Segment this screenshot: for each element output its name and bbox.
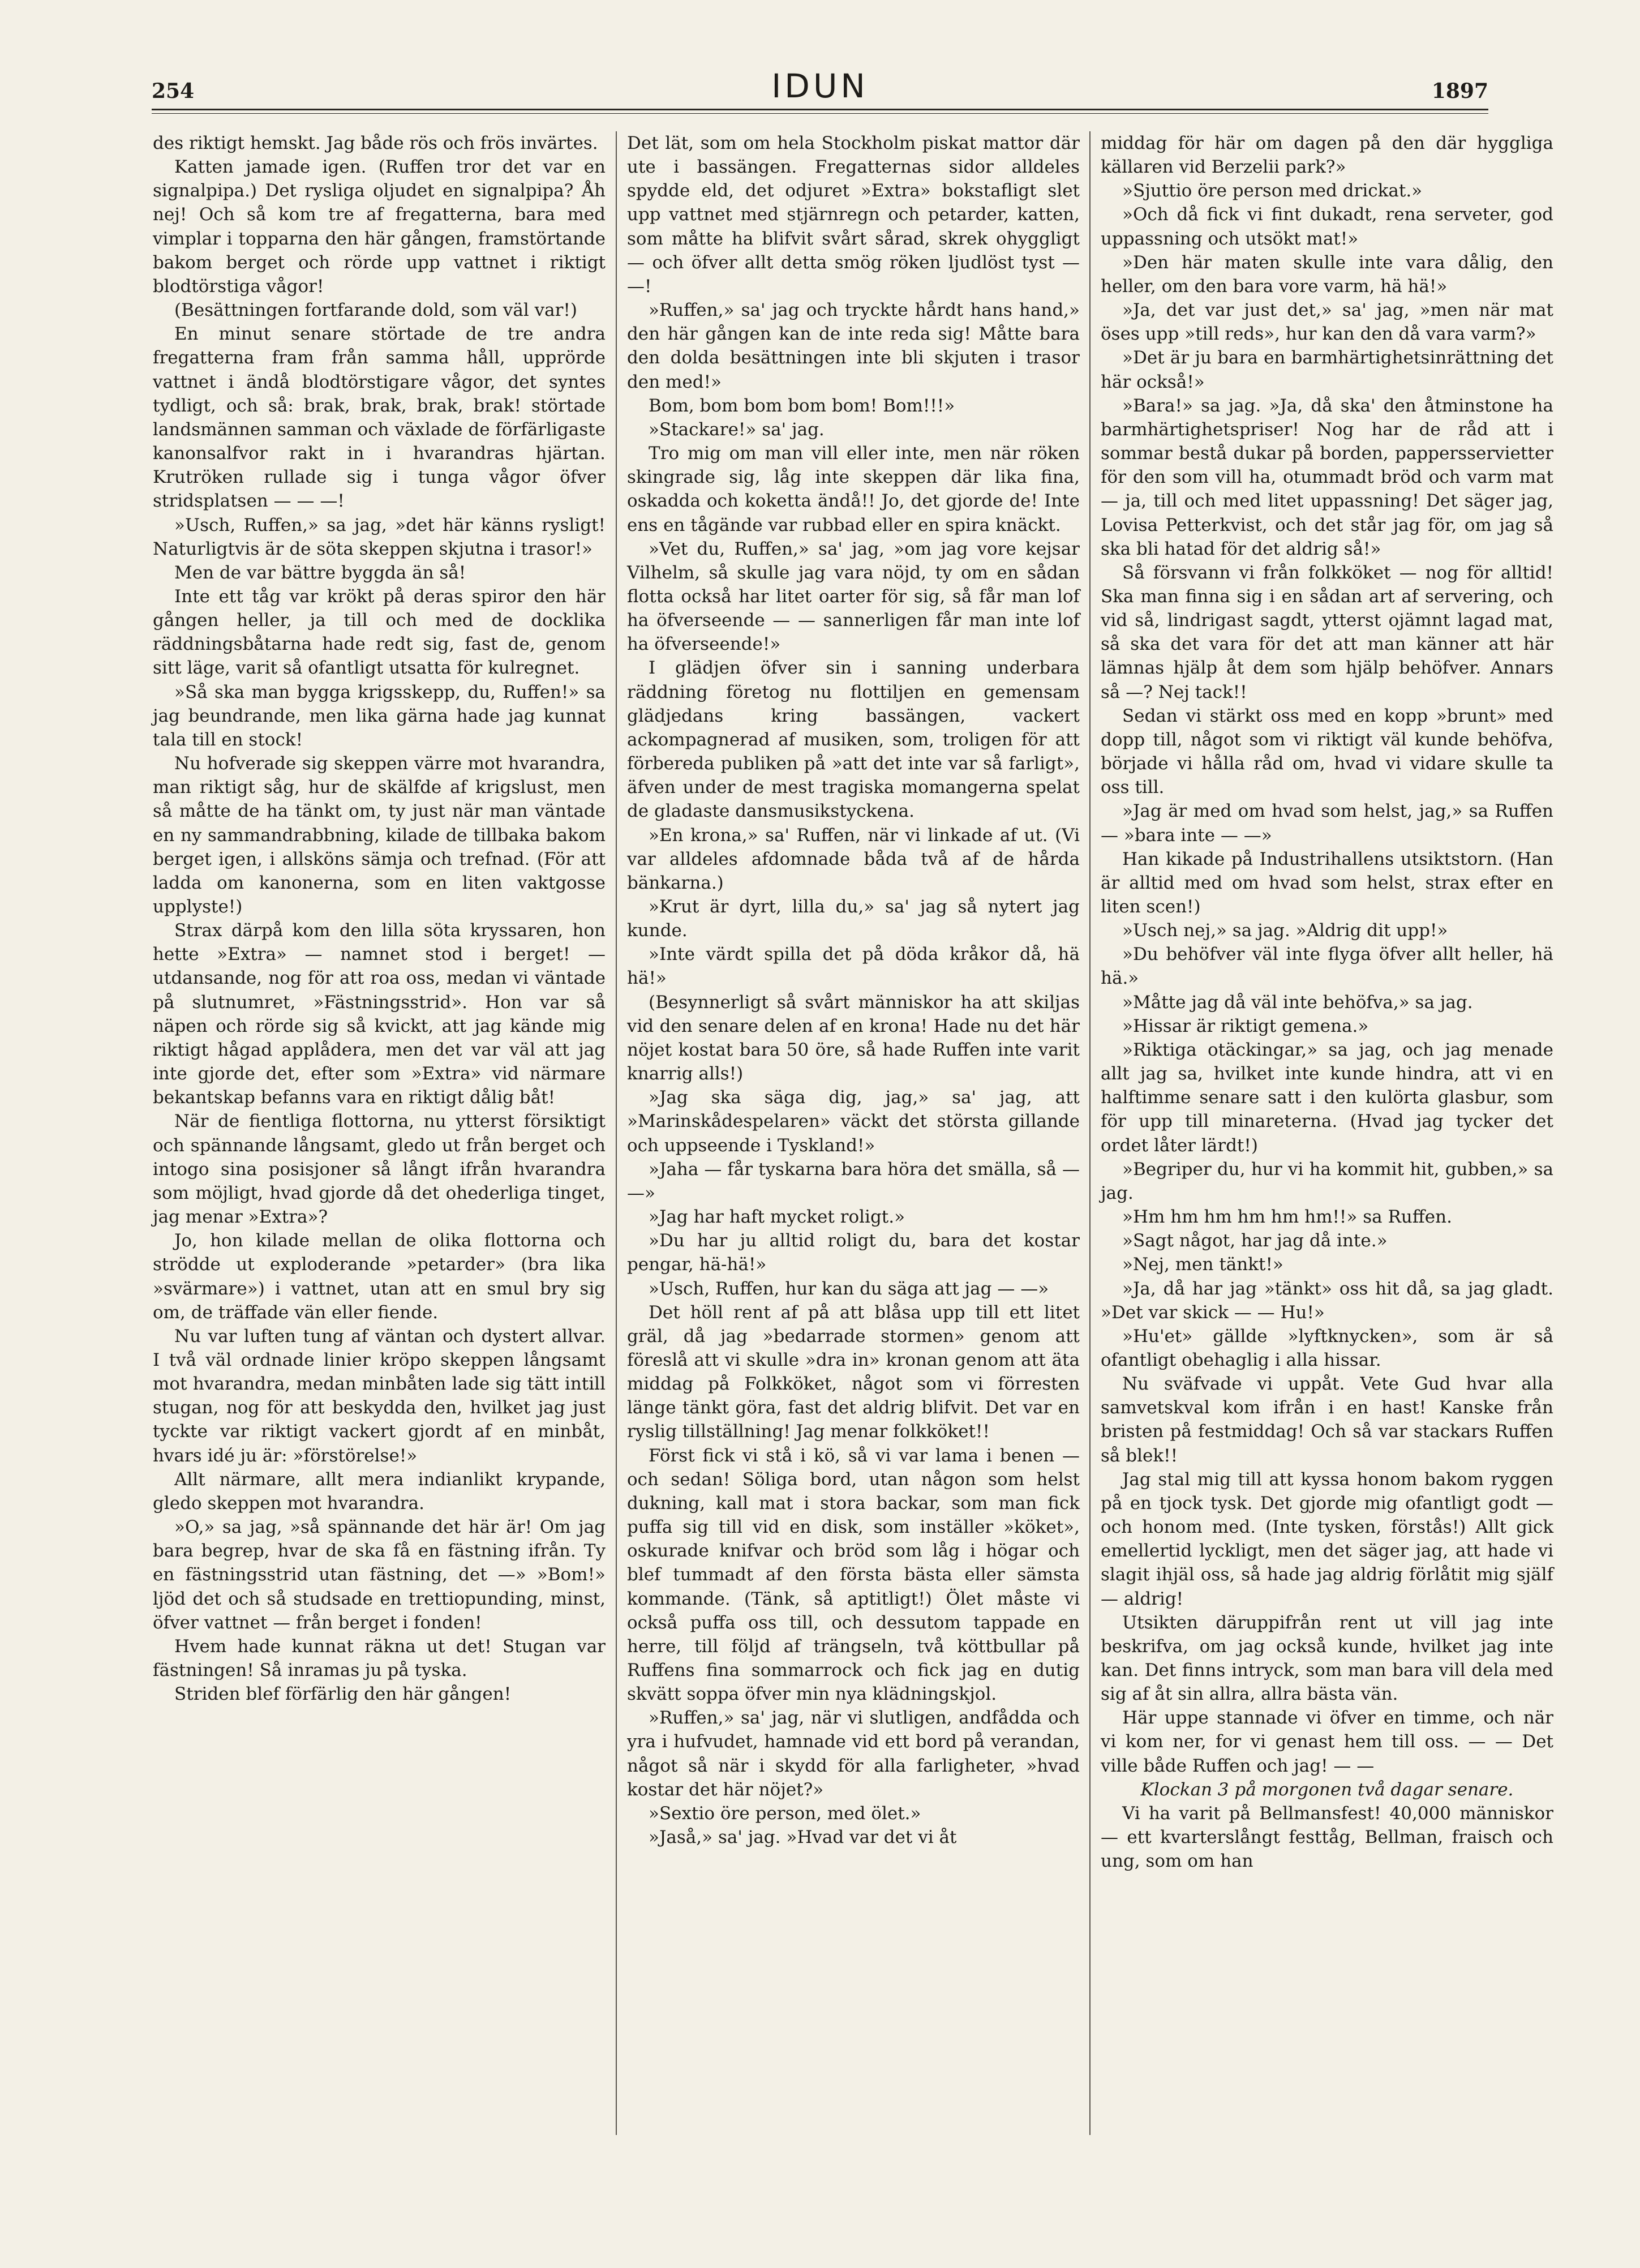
paragraph: »Sjuttio öre person med drickat.»: [1122, 181, 1423, 201]
paragraph: I glädjen öfver sin i sanning underbara räddning företog nu flottiljen en gemensam glädjedans kring bassängen, vackert ackompagnerad af musiken, som, troligen för att förbereda publiken på »att det inte var så farligt», äfven under de mest tragiska momangerna spelat de gladaste dansmusikstyckena.: [627, 658, 1080, 822]
paragraph: Jo, hon kilade mellan de olika flottorna och strödde ut exploderande »petarder» (bra lika »svärmare») i vattnet, utan att en smul bry sig om, de träffade vän eller fiende.: [153, 1231, 606, 1323]
paragraph: »Ja, då har jag »tänkt» oss hit då, sa jag gladt. »Det var skick — — Hu!»: [1101, 1278, 1553, 1323]
paragraph: »Ruffen,» sa' jag, när vi slutligen, andfådda och yra i hufvudet, hamnade vid ett bord på verandan, något så när i skydd för alla farligheter, »hvad kostar det här nöjet?»: [627, 1708, 1080, 1800]
paragraph: »En krona,» sa' Ruffen, när vi linkade af ut. (Vi var alldeles afdomnade båda två af de hårda bänkarna.): [627, 825, 1080, 893]
paragraph: »Krut är dyrt, lilla du,» sa' jag så nytert jag kunde.: [627, 897, 1080, 941]
paragraph: Utsikten däruppifrån rent ut vill jag inte beskrifva, om jag också kunde, hvilket jag inte kan. Det finns intryck, som man bara vill dela med sig af åt sin allra, allra bästa vän.: [1101, 1612, 1553, 1705]
paragraph: Så försvann vi från folkköket — nog för alltid! Ska man finna sig i en sådan art af servering, och vid så, lindrigast sagdt, ytterst ojämnt lagad mat, så ska det vara för det att man känner att här lämnas hjälp åt dem som hjälp behöfver. Annars så —? Nej tack!!: [1101, 562, 1553, 702]
paragraph: »Du har ju alltid roligt du, bara det kostar pengar, hä-hä!»: [627, 1231, 1080, 1275]
paragraph: »Den här maten skulle inte vara dålig, den heller, om den bara vore varm, hä hä!»: [1101, 252, 1553, 297]
paragraph: »Usch nej,» sa jag. »Aldrig dit upp!»: [1122, 920, 1448, 941]
paragraph: Här uppe stannade vi öfver en timme, och när vi kom ner, for vi genast hem till oss. — — Det ville både Ruffen och jag! — —: [1101, 1708, 1553, 1776]
paragraph: Nu sväfvade vi uppåt. Vete Gud hvar alla samvetskval kom ifrån i en hast! Kanske från bristen på festmiddag! Och så var stackars Ruffen så blek!!: [1101, 1374, 1553, 1466]
paragraph: »Ruffen,» sa' jag och tryckte hårdt hans hand,» den här gången kan de inte reda sig! Måtte bara den dolda besättningen inte bli skjuten i trasor den med!»: [627, 300, 1080, 392]
paragraph: En minut senare störtade de tre andra fregatterna fram från samma håll, upprörde vattnet i ändå blodtörstigare vågor, det syntes tydligt, och så: brak, brak, brak, brak! störtade landsmännen samman och växlade de förfärligaste kanonsalfvor rakt in i hvarandras hjärtan. Krutröken rullade sig i tunga vågor öfver stridsplatsen — — —!: [153, 324, 606, 512]
paragraph: Det lät, som om hela Stockholm piskat mattor där ute i bassängen. Fregatternas sidor alldeles spydde eld, det odjuret »Extra» bokstafligt slet upp vattnet med stjärnregn och petarder, katten, som måtte ha blifvit svårt sårad, skrek ohyggligt — och öfver allt detta smög röken ljudlöst tyst — —!: [627, 133, 1080, 297]
paragraph: »Så ska man bygga krigsskepp, du, Ruffen!» sa jag beundrande, men lika gärna hade jag kunnat tala till en stock!: [153, 681, 606, 750]
paragraph: »Stackare!» sa' jag.: [649, 419, 825, 440]
paragraph: (Besynnerligt så svårt människor ha att skiljas vid den senare delen af en krona! Hade nu det här nöjet kostat bara 50 öre, så hade Ruffen inte varit knarrig alls!): [627, 992, 1080, 1084]
paragraph: Striden blef förfärlig den här gången!: [174, 1684, 512, 1705]
paragraph: Hvem hade kunnat räkna ut det! Stugan var fästningen! Så inramas ju på tyska.: [153, 1636, 606, 1680]
paragraph: »Det är ju bara en barmhärtighetsinrättning det här också!»: [1101, 348, 1553, 392]
paragraph: »Usch, Ruffen,» sa jag, »det här känns rysligt! Naturligtvis är de söta skeppen skjutna i trasor!»: [153, 515, 606, 559]
paragraph: »Jag har haft mycket roligt.»: [649, 1207, 905, 1228]
paragraph: Katten jamade igen. (Ruffen tror det var en signalpipa.) Det rysliga oljudet en signalpipa? Åh nej! Och så kom tre af fregatterna, bara med vimplar i topparna den här gången, framstörtande bakom berget och rörde upp vattnet i riktigt blodtörstiga vågor!: [153, 157, 606, 297]
paragraph: Men de var bättre byggda än så!: [174, 562, 466, 583]
paragraph: »Bara!» sa jag. »Ja, då ska' den åtminstone ha barmhärtighetspriser! Nog har de råd att i sommar bestå dukar på borden, pappersservietter för den som vill ha, otummadt bröd och varm mat — ja, till och med litet uppassning! Det säger jag, Lovisa Petterkvist, och det står jag för, om jag så ska bli hatad för det aldrig så!»: [1101, 395, 1553, 559]
paragraph: »Jaha — får tyskarna bara höra det smälla, så — —»: [627, 1159, 1080, 1203]
paragraph: »Måtte jag då väl inte behöfva,» sa jag.: [1122, 992, 1473, 1013]
paragraph: Först fick vi stå i kö, så vi var lama i benen — och sedan! Söliga bord, utan någon som helst dukning, kall mat i stora backar, som man fick puffa sig till vid en disk, som inställer »köket», oskurade knifvar och bröd som låg i högar och blef tummadt af den första bästa eller sämsta kommande. (Tänk, så aptitligt!) Ölet måste vi också puffa oss till, och dessutom tappade en herre, till följd af trängseln, två köttbullar på Ruffens fina sommarrock och fick jag en dutig skvätt soppa öfver min nya klädningskjol.: [627, 1445, 1080, 1705]
paragraph: Nu var luften tung af väntan och dystert allvar. I två väl ordnade linier kröpo skeppen långsamt mot hvarandra, medan minbåten lade sig tätt intill stugan, nog för att beskydda den, hvilket jag just tyckte var riktigt vackert gjordt af en minbåt, hvars idé ju är: »förstörelse!»: [153, 1326, 606, 1466]
paragraph: »Inte värdt spilla det på döda kråkor då, hä hä!»: [627, 944, 1080, 989]
paragraph: »Och då fick vi fint dukadt, rena serveter, god uppassning och utsökt mat!»: [1101, 204, 1553, 249]
column-2: [627, 131, 1080, 1849]
paragraph: Han kikade på Industrihallens utsiktstorn. (Han är alltid med om hvad som helst, strax efter en liten scen!): [1101, 848, 1553, 917]
paragraph: »Jag är med om hvad som helst, jag,» sa Ruffen — »bara inte — —»: [1101, 801, 1553, 846]
paragraph: »Usch, Ruffen, hur kan du säga att jag — —»: [649, 1278, 1049, 1299]
page-header: [152, 67, 1488, 106]
issue-year: 1897: [1431, 79, 1488, 103]
paragraph: »Du behöfver väl inte flyga öfver allt heller, hä hä.»: [1101, 944, 1553, 989]
paragraph: »Vet du, Ruffen,» sa' jag, »om jag vore kejsar Vilhelm, så skulle jag vara nöjd, ty om en sådan flotta också har litet oarter för sig, så får man lof ha öfverseende — — sannerligen får man inte lof ha öfverseende!»: [627, 538, 1080, 655]
paragraph: Vi ha varit på Bellmansfest! 40,000 människor — ett kvarterslångt festtåg, Bellman, fraisch och ung, som om han: [1101, 1803, 1553, 1872]
paragraph: Inte ett tåg var krökt på deras spiror den här gången heller, ja till och med de docklika räddningsbåtarna hade redt sig, fast de, genom sitt läge, varit så ofantligt utsatta för kulregnet.: [153, 586, 606, 679]
paragraph: Nu hofverade sig skeppen värre mot hvarandra, man riktigt såg, hur de skälfde af krigslust, men så måtte de ha tänkt om, ty just när man väntade en ny sammandrabbning, kilade de tillbaka bakom berget igen, i allsköns sämja och trefnad. (För att ladda om kanonerna, som en liten vaktgosse upplyste!): [153, 753, 606, 917]
paragraph: När de fientliga flottorna, nu ytterst försiktigt och spännande långsamt, gledo ut från berget och intogo sina posisjoner så långt ifrån hvarandra som möjligt, hvad gjorde då det ohederliga tinget, jag menar »Extra»?: [153, 1111, 606, 1228]
paragraph: Tro mig om man vill eller inte, men när röken skingrade sig, låg inte skeppen där lika fina, oskadda och koketta ändå!! Jo, det gjorde de! Inte ens en tågände var rubbad eller en spira knäckt.: [627, 443, 1080, 535]
column-divider: [616, 131, 617, 2135]
masthead-title: IDUN: [771, 67, 869, 105]
paragraph: (Besättningen fortfarande dold, som väl var!): [174, 300, 577, 321]
paragraph: Jag stal mig till att kyssa honom bakom ryggen på en tjock tysk. Det gjorde mig ofantligt godt — och honom med. (Inte tysken, förstås!) Allt gick emellertid lyckligt, men det säger jag, att hade vi slagit ihjäl oss, så hade jag aldrig förlåtit mig själf — aldrig!: [1101, 1469, 1553, 1609]
paragraph: Det höll rent af på att blåsa upp till ett litet gräl, då jag »bedarrade stormen» genom att föreslå att vi skulle »dra in» kronan genom att äta middag på Folkköket, något som vi förresten länge tänkt göra, fast det aldrig blifvit. Det var en ryslig tillställning! Jag menar folkköket!!: [627, 1302, 1080, 1442]
paragraph: »Riktiga otäckingar,» sa jag, och jag menade allt jag sa, hvilket inte kunde hindra, att vi en halftimme senare satt i den kulörta glasbur, som för upp till minareterna. (Hvad jag tycker det ordet låter lärdt!): [1101, 1039, 1553, 1156]
paragraph: des riktigt hemskt. Jag både rös och frös invärtes.: [153, 133, 598, 153]
paragraph: Strax därpå kom den lilla söta kryssaren, hon hette »Extra» — namnet stod i berget! — utdansande, nog för att roa oss, medan vi väntade på slutnumret, »Fästningsstrid». Hon var så näpen och rörde sig så kvickt, att jag kände mig riktigt hågad applådera, men det var väl att jag inte gjorde det, efter som »Extra» vid närmare bekantskap befanns vara en riktigt dålig båt!: [153, 920, 606, 1108]
paragraph: »Hu'et» gällde »lyftknycken», som är så ofantligt obehaglig i alla hissar.: [1101, 1326, 1553, 1370]
paragraph: »Jaså,» sa' jag. »Hvad var det vi åt: [649, 1827, 957, 1848]
column-divider: [1089, 131, 1091, 2135]
paragraph: »Jag ska säga dig, jag,» sa' jag, att »Marinskådespelaren» väckt det största gillande och uppseende i Tyskland!»: [627, 1087, 1080, 1156]
paragraph: Bom, bom bom bom bom! Bom!!!»: [649, 395, 955, 416]
paragraph: »Hm hm hm hm hm hm!!» sa Ruffen.: [1122, 1207, 1452, 1228]
header-rule-thin: [152, 113, 1488, 114]
page-number: 254: [152, 79, 195, 103]
paragraph: »Sextio öre person, med ölet.»: [649, 1803, 921, 1824]
dateline: Klockan 3 på morgonen två dagar senare.: [1140, 1779, 1514, 1800]
paragraph: »Hissar är riktigt gemena.»: [1122, 1015, 1369, 1036]
paragraph: middag för här om dagen på den där hyggliga källaren vid Berzelii park?»: [1101, 133, 1553, 178]
paragraph: »Nej, men tänkt!»: [1122, 1254, 1283, 1275]
paragraph: Sedan vi stärkt oss med en kopp »brunt» med dopp till, något som vi riktigt väl kunde behöfva, började vi hålla råd om, hvad vi vidare skulle ta oss till.: [1101, 705, 1553, 798]
paragraph: »Ja, det var just det,» sa' jag, »men när mat öses upp »till reds», hur kan den då vara varm?»: [1101, 300, 1553, 345]
paragraph: Allt närmare, allt mera indianlikt krypande, gledo skeppen mot hvarandra.: [153, 1469, 606, 1514]
paragraph: »Sagt något, har jag då inte.»: [1122, 1231, 1388, 1251]
column-3: [1101, 131, 1553, 1873]
header-rule: [152, 109, 1488, 110]
column-1: [153, 131, 606, 1706]
paragraph: »Begriper du, hur vi ha kommit hit, gubben,» sa jag.: [1101, 1159, 1553, 1203]
paragraph: »O,» sa jag, »så spännande det här är! Om jag bara begrep, hvar de ska få en fästning ifrån. Ty en fästningsstrid utan fästning, det —» »Bom!» ljöd det och så studsade en trettiopunding, minst, öfver vattnet — från berget i fonden!: [153, 1517, 606, 1633]
